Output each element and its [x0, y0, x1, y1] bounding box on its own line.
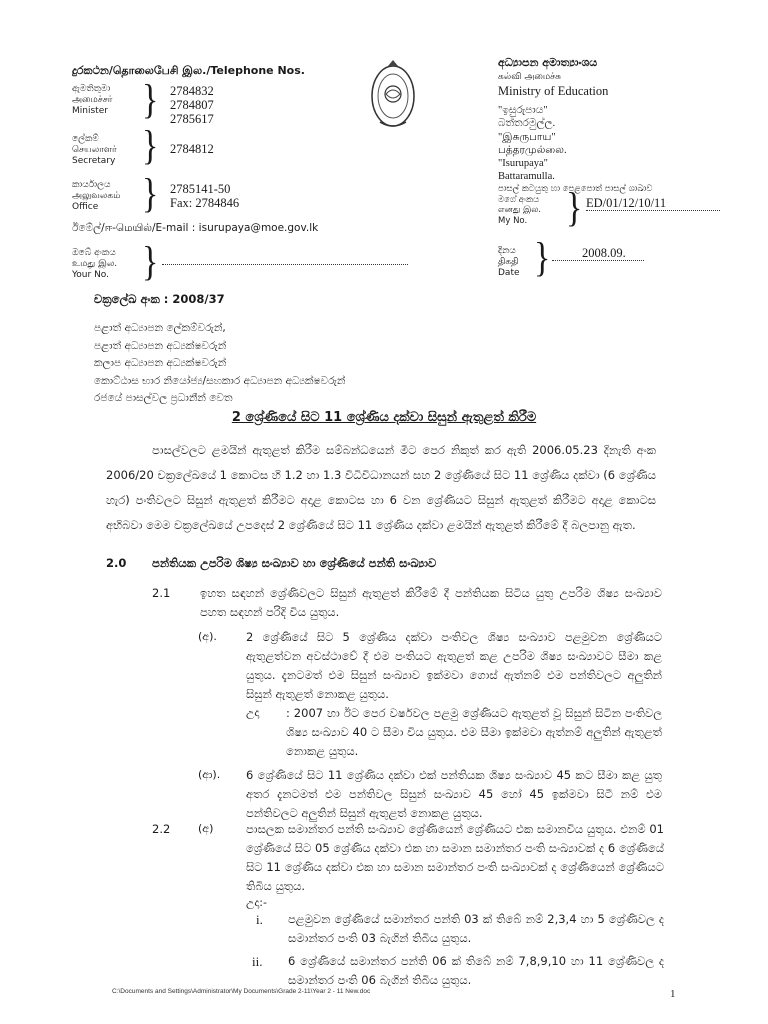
sri-lanka-emblem-icon — [368, 58, 418, 130]
subsection-number: 2.2 — [152, 822, 171, 836]
footer-file-path: C:\Documents and Settings\Administrator\My Documents\Grade 2-11\Year 2 - 11 New.doc — [112, 988, 371, 995]
item-label: (අ). — [198, 630, 217, 643]
addressee-item: පළාත් අධ්‍යාපන ලේකම්වරුන්, — [94, 322, 226, 334]
minister-label: ඇමතිතුමා அமைச்சர் Minister — [72, 84, 113, 116]
list-item-text: පළමුවන ශ්‍රේණියේ සමාන්තර පන්ති 03 ක් තිබේ නම් 2,3,4 හා 5 ශ්‍රේණිවල ද සමාන්තර පංති 03 බැගින් තිබිය යුතුය. — [288, 912, 664, 945]
email-line: ඊමේල්/ஈ-மெயில்/E-mail : isurupaya@moe.gov.lk — [72, 222, 319, 234]
intro-paragraph: පාසල්වලට ළමයින් ඇතුළත් කිරීම සම්බන්ධයෙන් මීට පෙර නිකුත් කර ඇති 2006.05.23 දිනැති අංක 2006/20 චක්‍රලේඛයේ 1 කොටස හි 1.2 හා 1.3 විධිවිධානයන් සහ 2 ශ්‍රේණියේ සිට 11 ශ්‍රේණිය දක්වා (6 ශ්‍රේණිය හැර) පංතිවලට සිසුන් ඇතුළත් කිරීමට අදාළ කොටස හා 6 වන ශ්‍රේණියට සිසුන් ඇතුළත් කිරීමට අදාළ කොටස අභිබවා මෙම චක්‍රලේඛයේ උපදෙස් 2 ශ්‍රේණියේ සිට 11 ශ්‍රේණිය දක්වා ළමයින් ඇතුළත් කිරීමේ දී බලපානු ඇත. — [106, 443, 656, 532]
item-text: 6 ශ්‍රේණියේ සිට 11 ශ්‍රේණිය දක්වා එක් පන්තියක ශිෂ්‍ය සංඛ්‍යාව 45 කට සීමා කළ යුතු අතර දැනටමත් එම පන්තිවල සිසුන් සංඛ්‍යාව 45 හෝ 45 ඉක්මවා සිටී නම් එම පන්තිවලට අලුතින් සිසුන් ඇතුළත් නොකළ යුතුය. — [246, 768, 662, 820]
ministry-name-sinhala: අධ්‍යාපන අමාත්‍යාංශය — [498, 56, 598, 69]
ministry-name-english: Ministry of Education — [498, 84, 609, 98]
brace: } — [142, 172, 159, 217]
date-label: දිනය திகதி Date — [498, 246, 520, 278]
brace: } — [142, 240, 159, 285]
circular-number: චක්‍රලේඛ අංක : 2008/37 — [94, 292, 225, 306]
list-numeral: ii. — [252, 954, 263, 969]
document-title: 2 ශ්‍රේණියේ සිට 11 ශ්‍රේණිය දක්වා සිසුන් ඇතුළත් කිරීම — [231, 410, 537, 425]
addressee-item: කොට්ඨාස භාර නියෝජ්‍ය/සහකාර අධ්‍යාපන අධ්‍යක්ෂවරුන් — [94, 374, 346, 387]
ministry-address: "ඉසුරුපාය" බත්තරමුල්ල. "இசுருபாய" பத்தரமுல்லை. "Isurupaya" Battaramulla. — [498, 105, 567, 183]
your-no-label: ඔබේ අංකය உமது இல. Your No. — [72, 248, 118, 280]
example-label: උදා — [246, 706, 260, 719]
item-label: (ආ). — [198, 768, 221, 781]
example-text: : 2007 හා ඊට පෙර වර්ෂවල පළමු ශ්‍රේණියට ඇතුළත් වූ සිසුන් සිටින පංතිවල ශිෂ්‍ය සංඛ්‍යාව 40 ට සීමා විය යුතුය. එම සීමා ඉක්මවා ඇත්නම් අලුතින් ඇතුළත් නොකළ යුතුය. — [286, 706, 662, 758]
office-label: කාර්යාලය அலுவலகம் Office — [72, 180, 121, 212]
brace: } — [566, 186, 583, 231]
item-text: පාසලක සමාන්තර පන්ති සංඛ්‍යාව ශ්‍රේණියෙන් ශ්‍රේණියට එක සමානවිය යුතුය. එනම් 01 ශ්‍රේණියේ සිට 05 ශ්‍රේණිය දක්වා එක හා සමාන සමාන්තර පංති සංඛ්‍යාවක් ද 6 ශ්‍රේණියේ සිට 11 ශ්‍රේණිය දක්වා එක හා සමාන සමාන්තර පංති සංඛ්‍යාවක් ද ශ්‍රේණියෙන් ශ්‍රේණියට තිබිය යුතුය. — [246, 822, 664, 893]
addressee-item: රජයේ පාසල්වල ප්‍රධානීන් වෙත — [94, 392, 233, 404]
example-label: උදා:- — [246, 896, 267, 909]
ministry-crest — [368, 58, 418, 134]
page-number: 1 — [670, 988, 676, 1000]
list-item-text: 6 ශ්‍රේණියේ සමාන්තර පන්ති 06 ක් තිබේ නම් 7,8,9,10 හා 11 ශ්‍රේණිවල ද සමාන්තර පංති 06 බැගින් තිබිය යුතුය. — [288, 954, 664, 987]
section-number: 2.0 — [106, 556, 127, 570]
brace: } — [534, 236, 551, 281]
office-numbers: 2785141-50 Fax: 2784846 — [170, 182, 240, 210]
my-no-label: පාසල් කටයුතු හා පෙළපොත් පාසල් ශාඛාව මගේ අංකය எனது இல. My No. — [498, 184, 653, 226]
section-title: පන්තියක උපරිම ශිෂ්‍ය සංඛ්‍යාව හා ශ්‍රේණියේ පන්ති සංඛ්‍යාව — [152, 556, 437, 570]
addressee-item: කලාප අධ්‍යාපන අධ්‍යක්ෂවරුන් — [94, 357, 227, 369]
brace: } — [142, 78, 159, 123]
item-label: (අ) — [198, 822, 214, 835]
your-no-field — [162, 256, 408, 265]
list-numeral: i. — [256, 912, 263, 927]
my-no-value: ED/01/12/10/11 — [586, 196, 720, 211]
subsection-text: ඉහත සඳහන් ශ්‍රේණිවලට සිසුන් ඇතුළත් කිරීමේ දී පන්තියක සිටිය යුතු උපරිම ශිෂ්‍ය සංඛ්‍යාව පහත සඳහන් පරිදි විය යුතුය. — [200, 586, 662, 619]
date-value: 2008.09. — [552, 246, 644, 261]
brace: } — [142, 124, 159, 169]
subsection-number: 2.1 — [152, 586, 171, 600]
secretary-number: 2784812 — [170, 142, 214, 156]
ministry-name-tamil: கல்வி அமைச்சு — [498, 72, 561, 82]
addressee-list — [94, 320, 345, 408]
secretary-label: ලේකම් செயலாளர் Secretary — [72, 134, 117, 166]
item-text: 2 ශ්‍රේණියේ සිට 5 ශ්‍රේණිය දක්වා පංතිවල ශිෂ්‍ය සංඛ්‍යාව පළමුවන ශ්‍රේණියට ඇතුළත්වන අවස්ථාවේ දී එම පංතියට ඇතුළත් කළ උපරිම ශිෂ්‍ය සංඛ්‍යාවට සීමා කළ යුතුය. දැනටමත් එම සිසුන් සංඛ්‍යාව ඉක්මවා ගොස් ඇත්නම් එම පන්තිවලට අලුතින් සිසුන් ඇතුළත් නොකළ යුතුය. — [246, 630, 662, 701]
minister-numbers: 2784832 2784807 2785617 — [170, 84, 214, 126]
addressee-item: පළාත් අධ්‍යාපන අධ්‍යක්ෂවරුන් — [94, 339, 227, 352]
telephone-title: දුරකථන/தொலைபேசி இல./Telephone Nos. — [72, 64, 305, 77]
